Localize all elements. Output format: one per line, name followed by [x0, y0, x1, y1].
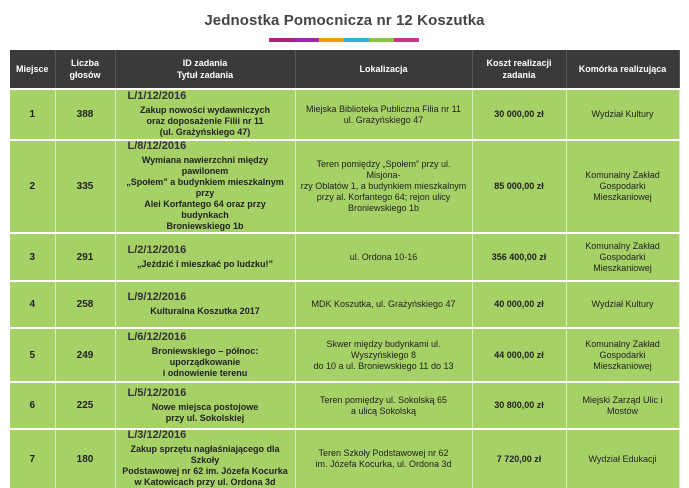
task-id: L/9/12/2016 [127, 291, 187, 303]
table-row [10, 281, 679, 328]
header-id: ID zadania [182, 58, 228, 68]
unit-line: Gospodarki Mieszkaniowej [593, 349, 652, 371]
location-line: a ulicą Sokolską [350, 405, 417, 416]
header-title: Tytuł zadania [176, 70, 234, 80]
cell-id-title [115, 233, 295, 281]
cell-votes: 180 [55, 429, 115, 488]
cell-unit [566, 140, 679, 233]
location-line: Miejska Biblioteka Publiczna Filia nr 11 [306, 103, 461, 114]
cell-cost: 44 000,00 zł [472, 328, 566, 382]
task-title-line: Nowe miejsca postojowe [151, 401, 259, 412]
unit-line: Wydział Kultury [591, 109, 654, 119]
location-line: ul. Grażyńskiego 47 [343, 114, 424, 125]
header-location: Lokalizacja [295, 50, 472, 89]
cell-unit [566, 382, 679, 429]
cell-cost: 85 000,00 zł [472, 140, 566, 233]
location-line: im. Józefa Kocurka, ul. Ordona 3d [315, 459, 452, 469]
location-line: do 10 a ul. Broniewskiego 11 do 13 [313, 360, 454, 371]
location-line: MDK Koszutka, ul. Grażyńskiego 47 [311, 299, 456, 309]
unit-line: Miejski Zarząd Ulic i Mostów [582, 394, 663, 416]
cell-location [295, 89, 472, 140]
task-title-line: Kulturalna Koszutka 2017 [150, 306, 260, 316]
table-header-row [10, 50, 679, 89]
task-title-line: Broniewskiego – północ: uporządkowanie [151, 345, 259, 367]
location-line: Broniewskiego 1b [347, 203, 420, 213]
task-title-line: oraz doposażenie Filii nr 11 [146, 116, 264, 126]
cell-location [295, 382, 472, 429]
location-line: Teren pomiędzy ul. Sokolską 65 [319, 394, 448, 405]
task-id: L/1/12/2016 [127, 90, 187, 102]
task-title-line: „Jeździć i mieszkać po ludzku!” [136, 258, 274, 269]
task-id: L/5/12/2016 [127, 386, 187, 399]
cell-unit [566, 233, 679, 281]
cell-place: 4 [10, 281, 55, 328]
accent-segment [294, 38, 319, 42]
cell-id-title [115, 281, 295, 328]
table-row [10, 429, 679, 488]
cell-votes: 249 [55, 328, 115, 382]
unit-line: Gospodarki Mieszkaniowej [593, 181, 652, 202]
task-title-line: Podstawowej nr 62 im. Józefa Kocurka [122, 466, 288, 476]
location-line: Skwer między budynkami ul. Wyszyńskiego 8 [326, 338, 441, 360]
unit-line: Gospodarki Mieszkaniowej [593, 251, 652, 273]
cell-place: 7 [10, 429, 55, 488]
unit-line: Komunalny Zakład [585, 170, 660, 180]
cell-cost: 40 000,00 zł [472, 281, 566, 328]
header-unit: Komórka realizująca [566, 50, 679, 89]
cell-place: 1 [10, 89, 55, 140]
location-line: przy al. Korfantego 64; rejon ulicy [316, 192, 451, 202]
cell-id-title [115, 382, 295, 429]
header-votes: Liczba głosów [55, 50, 115, 89]
task-title-line: Zakup sprzętu nagłaśniającego dla Szkoły [130, 444, 280, 465]
task-title-line: Zakup nowości wydawniczych [139, 105, 271, 115]
cell-id-title [115, 89, 295, 140]
location-line: rzy Oblatów 1, a budynkiem mieszkalnym [300, 181, 467, 191]
accent-segment [369, 38, 394, 42]
cell-location [295, 140, 472, 233]
cell-unit [566, 429, 679, 488]
table-row [10, 382, 679, 429]
cell-unit [566, 89, 679, 140]
cell-votes: 335 [55, 140, 115, 233]
unit-line: Komunalny Zakład [585, 240, 660, 251]
header-id-title [115, 50, 295, 89]
cell-location [295, 233, 472, 281]
cell-votes: 291 [55, 233, 115, 281]
cell-place: 6 [10, 382, 55, 429]
unit-line: Wydział Kultury [591, 299, 654, 309]
cell-cost: 356 400,00 zł [472, 233, 566, 281]
task-title-line: i odnowienie terenu [162, 367, 248, 378]
title-accent-bar [269, 38, 419, 42]
header-cost-line2: zadania [502, 70, 536, 80]
cell-votes: 388 [55, 89, 115, 140]
cell-place: 5 [10, 328, 55, 382]
cell-place: 3 [10, 233, 55, 281]
accent-segment [269, 38, 294, 42]
header-cost [472, 50, 566, 89]
table-row [10, 89, 679, 140]
cell-location [295, 281, 472, 328]
unit-line: Wydział Edukacji [588, 453, 657, 464]
page-title: Jednostka Pomocnicza nr 12 Koszutka [204, 12, 485, 29]
cell-id-title [115, 140, 295, 233]
cell-id-title [115, 429, 295, 488]
table-row [10, 233, 679, 281]
accent-segment [344, 38, 369, 42]
cell-location [295, 328, 472, 382]
task-id: L/2/12/2016 [127, 243, 187, 256]
task-title-line: Alei Korfantego 64 oraz przy budynkach [144, 199, 266, 220]
header-place: Miejsce [10, 50, 55, 89]
location-line: ul. Ordona 10-16 [349, 251, 418, 262]
cell-unit [566, 281, 679, 328]
task-id: L/3/12/2016 [127, 429, 187, 441]
task-id: L/6/12/2016 [127, 330, 187, 343]
cell-unit [566, 328, 679, 382]
table-row [10, 328, 679, 382]
task-title-line: „Społem” a budynkiem mieszkalnym przy [126, 177, 284, 198]
cell-location [295, 429, 472, 488]
task-title-line: w Katowicach przy ul. Ordona 3d [134, 477, 276, 487]
table-row [10, 140, 679, 233]
location-line: Teren Szkoły Podstawowej nr 62 [318, 448, 449, 458]
cell-place: 2 [10, 140, 55, 233]
location-line: Teren pomiędzy „Społem” przy ul. Misjona- [316, 159, 451, 180]
task-title-line: Broniewskiego 1b [166, 221, 244, 231]
accent-segment [319, 38, 344, 42]
task-id: L/8/12/2016 [127, 140, 187, 152]
task-title-line: Wymiana nawierzchni między pawilonem [141, 155, 269, 176]
results-table [10, 50, 680, 488]
cell-cost: 7 720,00 zł [472, 429, 566, 488]
task-title-line: przy ul. Sokolskiej [165, 412, 245, 423]
unit-line: Komunalny Zakład [585, 338, 660, 349]
cell-cost: 30 800,00 zł [472, 382, 566, 429]
accent-segment [394, 38, 419, 42]
cell-votes: 258 [55, 281, 115, 328]
header-cost-line1: Koszt realizacji [486, 58, 552, 68]
cell-cost: 30 000,00 zł [472, 89, 566, 140]
cell-votes: 225 [55, 382, 115, 429]
cell-id-title [115, 328, 295, 382]
task-title-line: (ul. Grażyńskiego 47) [159, 127, 251, 137]
